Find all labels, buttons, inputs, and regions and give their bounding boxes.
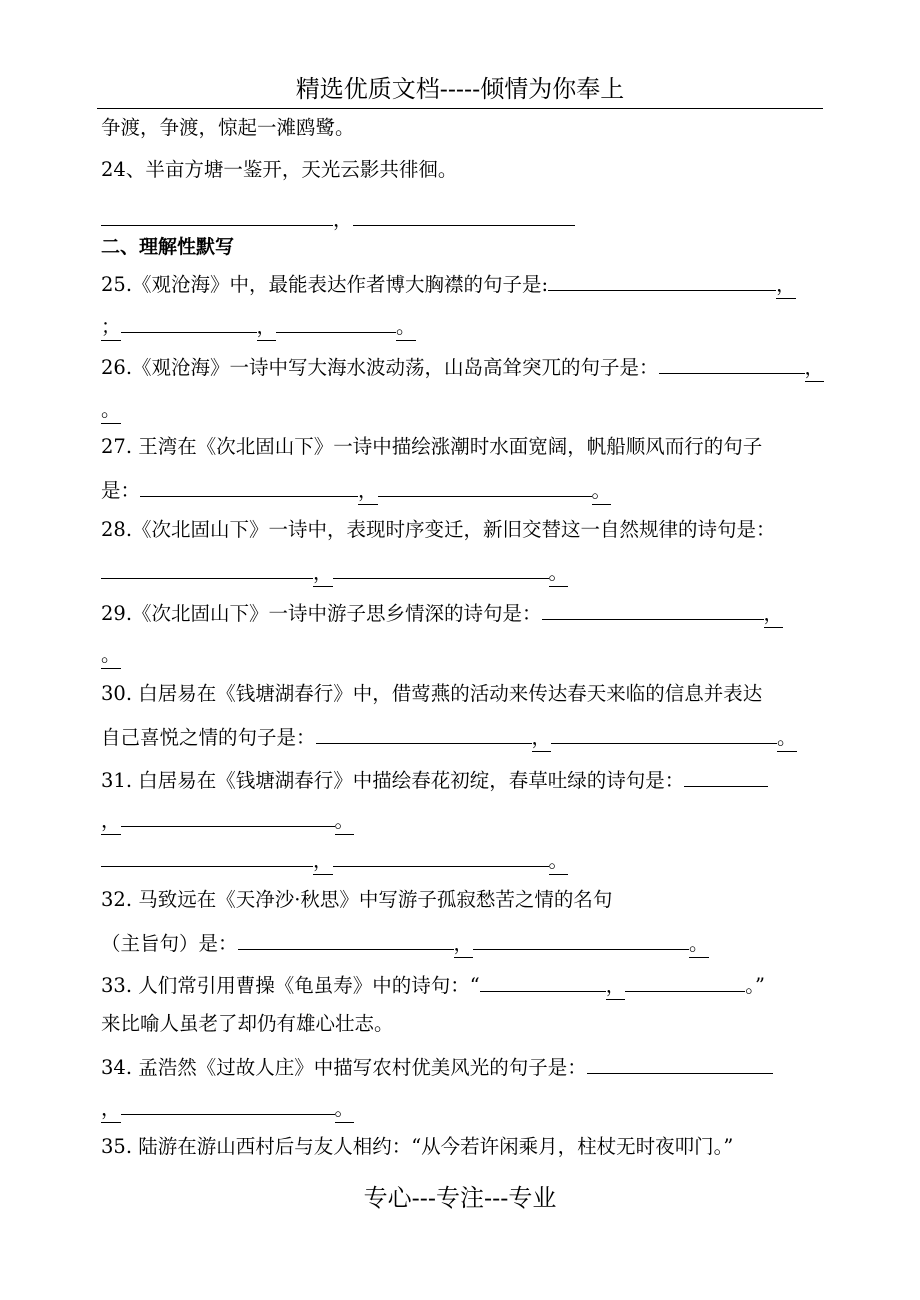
question-25-answer: [101, 312, 416, 340]
question-32: 32. 马致远在《天净沙·秋思》中写游子孤寂愁苦之情的名句: [101, 888, 613, 911]
separator: ，: [101, 1097, 121, 1123]
answer-blank[interactable]: [121, 806, 335, 827]
question-26: [101, 353, 824, 381]
question-31: [101, 766, 768, 794]
separator: 。: [101, 643, 121, 669]
answer-blank[interactable]: [121, 1094, 335, 1115]
answer-blank[interactable]: [316, 723, 532, 744]
separator: ，: [764, 602, 784, 628]
answer-line-24: [101, 205, 575, 233]
separator: ，: [257, 315, 277, 341]
answer-blank[interactable]: [551, 723, 777, 744]
separator: ，: [606, 974, 626, 1000]
question-29: [101, 599, 783, 627]
answer-blank[interactable]: [625, 971, 745, 992]
separator: ，: [333, 208, 353, 231]
answer-blank[interactable]: [684, 766, 768, 787]
question-34-answer: [101, 1094, 354, 1122]
question-text: 34. 孟浩然《过故人庄》中描写农村优美风光的句子是：: [101, 1056, 587, 1079]
separator: ，: [313, 849, 333, 875]
answer-blank[interactable]: [353, 205, 575, 226]
question-text: 是：: [101, 479, 141, 502]
question-35: 35. 陆游在游山西村后与友人相约：“从今若许闲乘月，柱杖无时夜叩门。”: [101, 1135, 734, 1158]
answer-blank[interactable]: [542, 599, 764, 620]
separator: 。: [549, 561, 569, 587]
answer-blank[interactable]: [548, 270, 776, 291]
separator: ，: [358, 479, 378, 505]
separator: ，: [532, 726, 552, 752]
question-33: [101, 971, 765, 999]
header-rule: [97, 108, 823, 109]
question-29-answer: [101, 642, 121, 668]
question-28-answer: [101, 558, 568, 586]
separator: 。: [396, 315, 416, 341]
separator: 。: [549, 849, 569, 875]
separator: ，: [101, 809, 121, 835]
page-footer: 专心---专注---专业: [363, 1184, 557, 1212]
answer-blank[interactable]: [140, 476, 358, 497]
separator: 。: [101, 398, 121, 424]
question-28: 28.《次北固山下》一诗中，表现时序变迁，新旧交替这一自然规律的诗句是：: [101, 518, 776, 541]
answer-blank[interactable]: [333, 846, 549, 867]
separator: 。: [335, 809, 355, 835]
question-31-answer: [101, 806, 354, 834]
separator: 。: [335, 1097, 355, 1123]
separator: 。: [777, 726, 797, 752]
answer-blank[interactable]: [101, 558, 313, 579]
question-text: 自己喜悦之情的句子是：: [101, 726, 316, 749]
question-text: 26.《观沧海》一诗中写大海水波动荡，山岛高耸突兀的句子是：: [101, 356, 659, 379]
separator: ，: [454, 932, 474, 958]
answer-blank[interactable]: [587, 1053, 773, 1074]
question-27: 27. 王湾在《次北固山下》一诗中描绘涨潮时水面宽阔，帆船顺风而行的句子: [101, 435, 763, 458]
answer-blank[interactable]: [480, 971, 606, 992]
question-text: 25.《观沧海》中，最能表达作者博大胸襟的句子是:: [101, 273, 549, 296]
page-header-title: 精选优质文档-----倾情为你奉上: [295, 75, 625, 103]
answer-blank[interactable]: [276, 312, 396, 333]
separator: 。”: [745, 974, 765, 997]
question-34: [101, 1053, 773, 1081]
separator: ，: [805, 356, 825, 382]
separator: ，: [313, 561, 333, 587]
question-text: 33. 人们常引用曹操《龟虽寿》中的诗句：“: [101, 974, 480, 997]
answer-blank[interactable]: [121, 312, 257, 333]
question-text: 31. 白居易在《钱塘湖春行》中描绘春花初绽，春草吐绿的诗句是：: [101, 769, 685, 792]
text-line: 24、半亩方塘一鉴开，天光云影共徘徊。: [101, 158, 458, 181]
answer-blank[interactable]: [101, 846, 313, 867]
separator: ，: [776, 273, 796, 299]
question-25: [101, 270, 796, 298]
answer-blank[interactable]: [238, 929, 454, 950]
separator: 。: [689, 932, 709, 958]
answer-blank[interactable]: [473, 929, 689, 950]
answer-blank[interactable]: [659, 353, 805, 374]
question-30: 30. 白居易在《钱塘湖春行》中，借莺燕的活动来传达春天来临的信息并表达: [101, 682, 763, 705]
separator: 。: [592, 479, 612, 505]
question-32-answer: [101, 929, 709, 957]
section-heading: 二、理解性默写: [101, 236, 235, 258]
answer-blank[interactable]: [101, 205, 333, 226]
question-text: （主旨句）是：: [101, 932, 238, 955]
answer-blank[interactable]: [333, 558, 549, 579]
question-text: 29.《次北固山下》一诗中游子思乡情深的诗句是：: [101, 602, 542, 625]
answer-blank[interactable]: [378, 476, 592, 497]
text-line: 争渡，争渡，惊起一滩鸥鹭。: [101, 116, 355, 139]
question-27-answer: [101, 476, 611, 504]
question-31-answer-2: [101, 846, 568, 874]
separator: ；: [101, 315, 121, 341]
question-26-answer: [101, 397, 121, 423]
question-33-continuation: 来比喻人虽老了却仍有雄心壮志。: [101, 1012, 394, 1035]
question-30-answer: [101, 723, 797, 751]
